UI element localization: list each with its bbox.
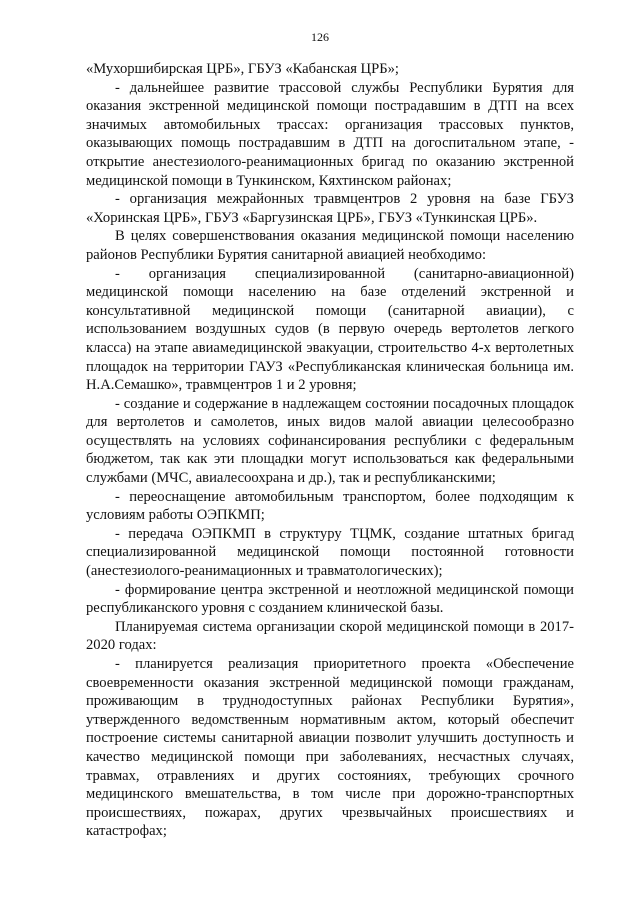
paragraph-landing-sites: - создание и содержание в надлежащем состоянии посадочных площадок для вертолетов и самолетов, иных видов малой авиации целесообразно осуществлять на условиях софинансирования республики с федеральным бюджетом, так как эти площадки могут использоваться как федеральными службами (МЧС, авиалесоохрана и др.), так и республиканскими; — [86, 395, 574, 487]
paragraph-priority-project: - планируется реализация приоритетного проекта «Обеспечение своевременности оказания экстренной медицинской помощи гражданам, проживающим в труднодоступных районах Республики Бурятия», утвержденного ведомственным нормативным актом, который обеспечит построение системы санитарной авиации позволит улучшить доступность и качество медицинской помощи при заболеваниях, несчастных случаях, травмах, отравлениях и других состояниях, требующих срочного медицинского вмешательства, в том числе при дорожно-транспортных происшествиях, пожарах, других чрезвычайных происшествиях и катастрофах; — [86, 656, 574, 840]
paragraph-vehicle-reequipment: - переоснащение автомобильным транспортом, более подходящим к условиям работы ОЭПКМП; — [86, 488, 574, 524]
paragraph-continuation: «Мухоршибирская ЦРБ», ГБУЗ «Кабанская ЦРБ»; — [86, 61, 399, 77]
page-number: 126 — [311, 30, 329, 44]
paragraph-emergency-center: - формирование центра экстренной и неотложной медицинской помощи республиканского уровня с созданием клинической базы. — [86, 581, 574, 617]
paragraph-specialized-care: - организация специализированной (санитарно-авиационной) медицинской помощи населению на базе отделений экстренной и консультативной медицинской помощи (санитарной авиации), с использованием воздушных судов (в первую очередь вертолетов легкого класса) на этапе авиамедицинской эвакуации, строительство 4-х вертолетных площадок на территории ГАУЗ «Республиканская клиническая больница им. Н.А.Семашко», травмцентров 1 и 2 уровня; — [86, 265, 574, 394]
paragraph-trauma-service-development: - дальнейшее развитие трассовой службы Республики Бурятия для оказания экстренной медицинской помощи пострадавшим в ДТП на всех значимых автомобильных трассах: организация трассовых пунктов, оказывающих помощь пострадавшим в ДТП на догоспитальном этапе, - открытие анестезиолого-реанимационных бригад по оказанию экстренной медицинской помощи в Тункинском, Кяхтинском районах; — [86, 79, 574, 189]
paragraph-planned-system: Планируемая система организации скорой медицинской помощи в 2017- 2020 годах: — [86, 618, 574, 654]
document-body — [86, 60, 574, 841]
paragraph-tcmk-transfer: - передача ОЭПКМП в структуру ТЦМК, создание штатных бригад специализированной медицинской помощи постоянной готовности (анестезиолого-реанимационных и травматологических); — [86, 525, 574, 580]
paragraph-air-ambulance-intro: В целях совершенствования оказания медицинской помощи населению районов Республики Бурятия санитарной авиацией необходимо: — [86, 228, 574, 263]
paragraph-interdistrict-trauma-centers: - организация межрайонных травмцентров 2 уровня на базе ГБУЗ «Хоринская ЦРБ», ГБУЗ «Баргузинская ЦРБ», ГБУЗ «Тункинская ЦРБ». — [86, 191, 574, 226]
